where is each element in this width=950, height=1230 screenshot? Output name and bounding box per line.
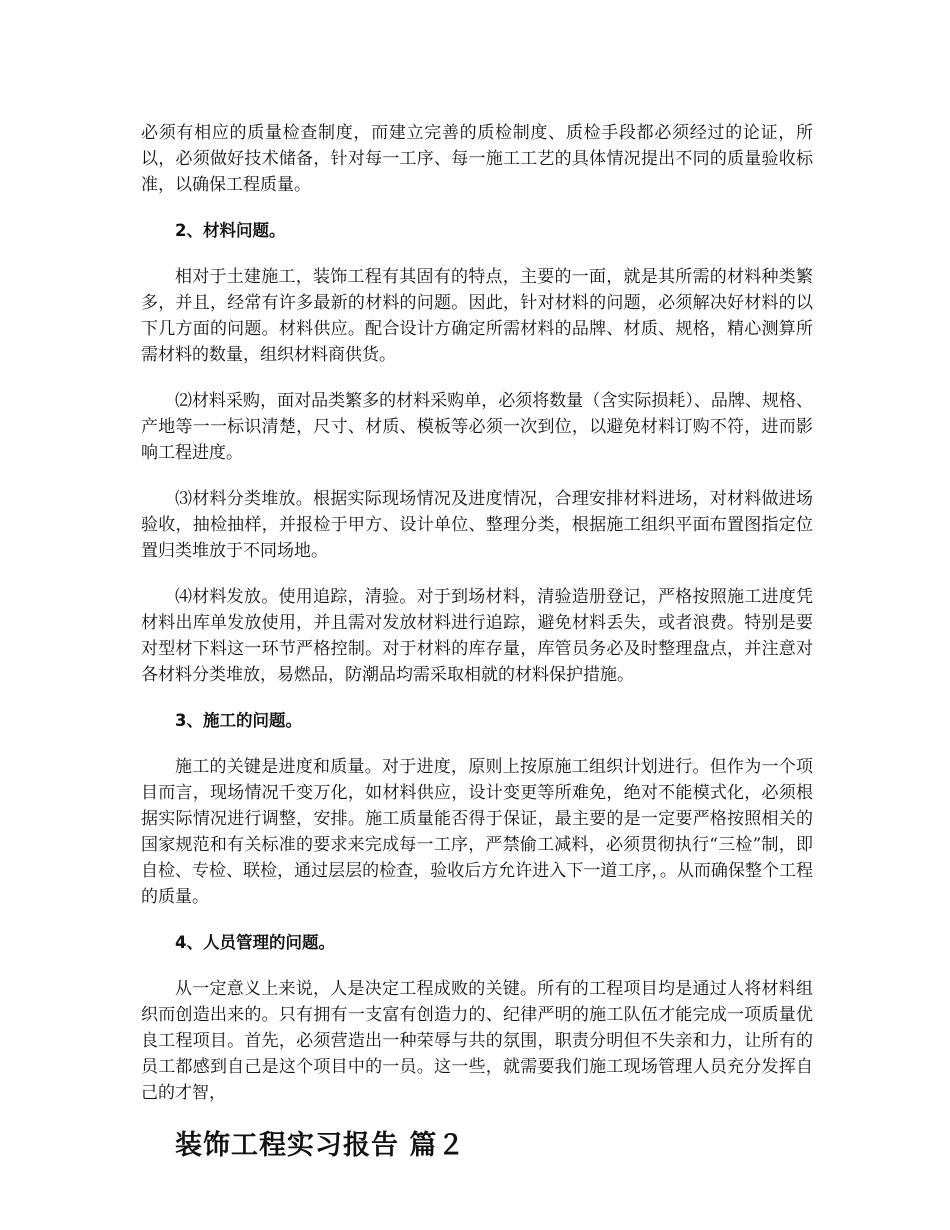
section-heading-materials: 2、材料问题。: [175, 221, 286, 240]
section-heading-personnel: 4、人员管理的问题。: [175, 933, 335, 952]
paragraph-quality-inspection: 必须有相应的质量检查制度，而建立完善的质检制度、质检手段都必须经过的论证，所以，必须做好技术储备，针对每一工序、每一施工工艺的具体情况提出不同的质量验收标准，以确保工程质量。: [141, 123, 813, 195]
paragraph-material-supply: 相对于土建施工，装饰工程有其固有的特点，主要的一面，就是其所需的材料种类繁多，并且，经常有许多最新的材料的问题。因此，针对材料的问题，必须解决好材料的以下几方面的问题。材料供应。配合设计方确定所需材料的品牌、材质、规格，精心测算所需材料的数量，组织材料商供货。: [141, 267, 813, 365]
section-heading-construction: 3、施工的问题。: [175, 711, 302, 730]
paragraph-personnel-management: 从一定意义上来说，人是决定工程成败的关键。所有的工程项目均是通过人将材料组织而创造出来的。只有拥有一支富有创造力的、纪律严明的施工队伍才能完成一项质量优良工程项目。首先，必须营造出一种荣辱与共的氛围，职责分明但不失亲和力，让所有的员工都感到自己是这个项目中的一员。这一些，就需要我们施工现场管理人员充分发挥自己的才智，: [141, 979, 813, 1103]
part-title: 装饰工程实习报告 篇２: [175, 1130, 466, 1161]
paragraph-material-distribution: ⑷材料发放。使用追踪，清验。对于到场材料，清验造册登记，严格按照施工进度凭材料出库单发放使用，并且需对发放材料进行追踪，避免材料丢失，或者浪费。特别是要对型材下料这一环节严格控制。对于材料的库存量，库管员务必及时整理盘点，并注意对各材料分类堆放，易燃品，防潮品均需采取相就的材料保护措施。: [141, 587, 813, 685]
paragraph-construction-progress-quality: 施工的关键是进度和质量。对于进度，原则上按原施工组织计划进行。但作为一个项目而言，现场情况千变万化，如材料供应，设计变更等所难免，绝对不能模式化，必须根据实际情况进行调整，安排。施工质量能否得于保证，最主要的是一定要严格按照相关的国家规范和有关标准的要求来完成每一工序，严禁偷工减料，必须贯彻执行“三检”制，即自检、专检、联检，通过层层的检查，验收后方允许进入下一道工序，。从而确保整个工程的质量。: [141, 757, 813, 907]
paragraph-material-stacking: ⑶材料分类堆放。根据实际现场情况及进度情况，合理安排材料进场，对材料做进场验收，抽检抽样，并报检于甲方、设计单位、整理分类，根据施工组织平面布置图指定位置归类堆放于不同场地。: [141, 489, 813, 561]
document-page: [141, 120, 813, 1166]
paragraph-material-purchasing: ⑵材料采购，面对品类繁多的材料采购单，必须将数量（含实际损耗）、品牌、规格、产地等一一标识清楚，尺寸、材质、模板等必须一次到位，以避免材料订购不符，进而影响工程进度。: [141, 391, 813, 463]
